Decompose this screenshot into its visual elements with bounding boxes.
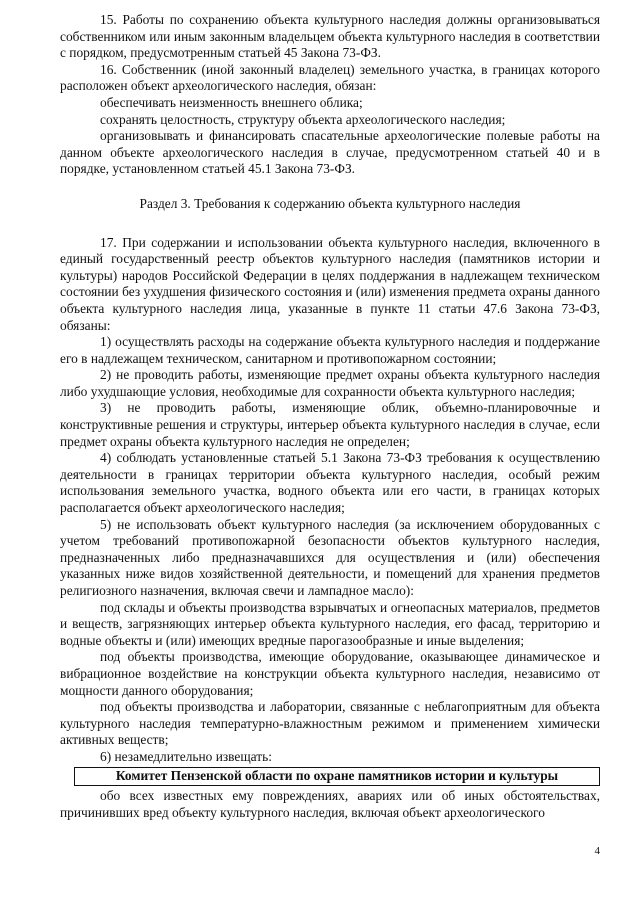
paragraph-17: 17. При содержании и использовании объекта культурного наследия, включенного в единый государственный реестр объектов культурного наследия (памятников истории и культуры) народов Российской Федерации в целях поддержания в надлежащем техническом состоянии без ухудшения физического состояния и (или) изменения предмета охраны данного объекта культурного наследия лица, указанные в пункте 11 статьи 47.6 Закона 73-ФЗ, обязаны: [60, 234, 600, 333]
list-item: обеспечивать неизменность внешнего облика; [100, 94, 363, 110]
list-item: 5) не использовать объект культурного наследия (за исключением оборудованных с учетом требований противопожарной безопасности объектов культурного наследия, предназначенных либо предназначавшихся для осуществления и (или) обеспечения указанных ниже видов хозяйственной деятельности, и помещений для хранения предметов религиозного назначения, включая свечи и лампадное масло): [60, 516, 600, 598]
list-item: 2) не проводить работы, изменяющие предмет охраны объекта культурного наследия либо ухудшающие условия, необходимые для сохранности объекта культурного наследия; [60, 367, 600, 399]
paragraph-15: 15. Работы по сохранению объекта культурного наследия должны организовываться собственником или иным законным владельцем объекта культурного наследия в соответствии с порядком, предусмотренным статьей 45 Закона 73-ФЗ. [60, 12, 600, 61]
committee-box: Комитет Пензенской области по охране памятников истории и культуры [74, 767, 600, 787]
list-item: 3) не проводить работы, изменяющие облик, объемно-планировочные и конструктивные решения и структуры, интерьер объекта культурного наследия в случае, если предмет охраны объекта культурного наследия не определен; [60, 400, 600, 449]
paragraph-16: 16. Собственник (иной законный владелец) земельного участка, в границах которого расположен объект археологического наследия, обязан: [60, 61, 600, 94]
list-item: 6) незамедлительно извещать: [100, 748, 272, 764]
list-item: под склады и объекты производства взрывчатых и огнеопасных материалов, предметов и веществ, загрязняющих интерьер объекта культурного наследия, его фасад, территорию и водные объекты и (или) имеющих вредные парогазообразные и иные выделения; [60, 599, 600, 648]
paragraph-continuation: обо всех известных ему повреждениях, авариях или об иных обстоятельствах, причинивших вред объекту культурного наследия, включая объект археологического [60, 788, 600, 820]
list-item: под объекты производства, имеющие оборудование, оказывающее динамическое и вибрационное воздействие на конструкции объекта культурного наследия, независимо от мощности данного оборудования; [60, 649, 600, 698]
section-title: Раздел 3. Требования к содержанию объекта культурного наследия [139, 195, 521, 211]
list-item: сохранять целостность, структуру объекта археологического наследия; [100, 111, 506, 127]
list-item: под объекты производства и лаборатории, связанные с неблагоприятным для объекта культурного наследия температурно-влажностным режимом и применением химически активных веществ; [60, 699, 600, 748]
top-section [60, 12, 600, 178]
page-number: 4 [594, 845, 600, 857]
list-item: организовывать и финансировать спасательные археологические полевые работы на данном объекте археологического наследия в случае, предусмотренном статьей 40 и в порядке, установленном статьей 45.1 Закона 73-ФЗ. [60, 128, 600, 177]
list-item: 4) соблюдать установленные статьей 5.1 Закона 73-ФЗ требования к осуществлению деятельности в границах территории объекта культурного наследия, особый режим использования земельного участка, водного объекта или его части, в границах которых располагается объект археологического наследия; [60, 450, 600, 516]
list-item: 1) осуществлять расходы на содержание объекта культурного наследия и поддержание его в надлежащем техническом, санитарном и противопожарном состоянии; [60, 334, 600, 366]
main-section [60, 235, 600, 766]
